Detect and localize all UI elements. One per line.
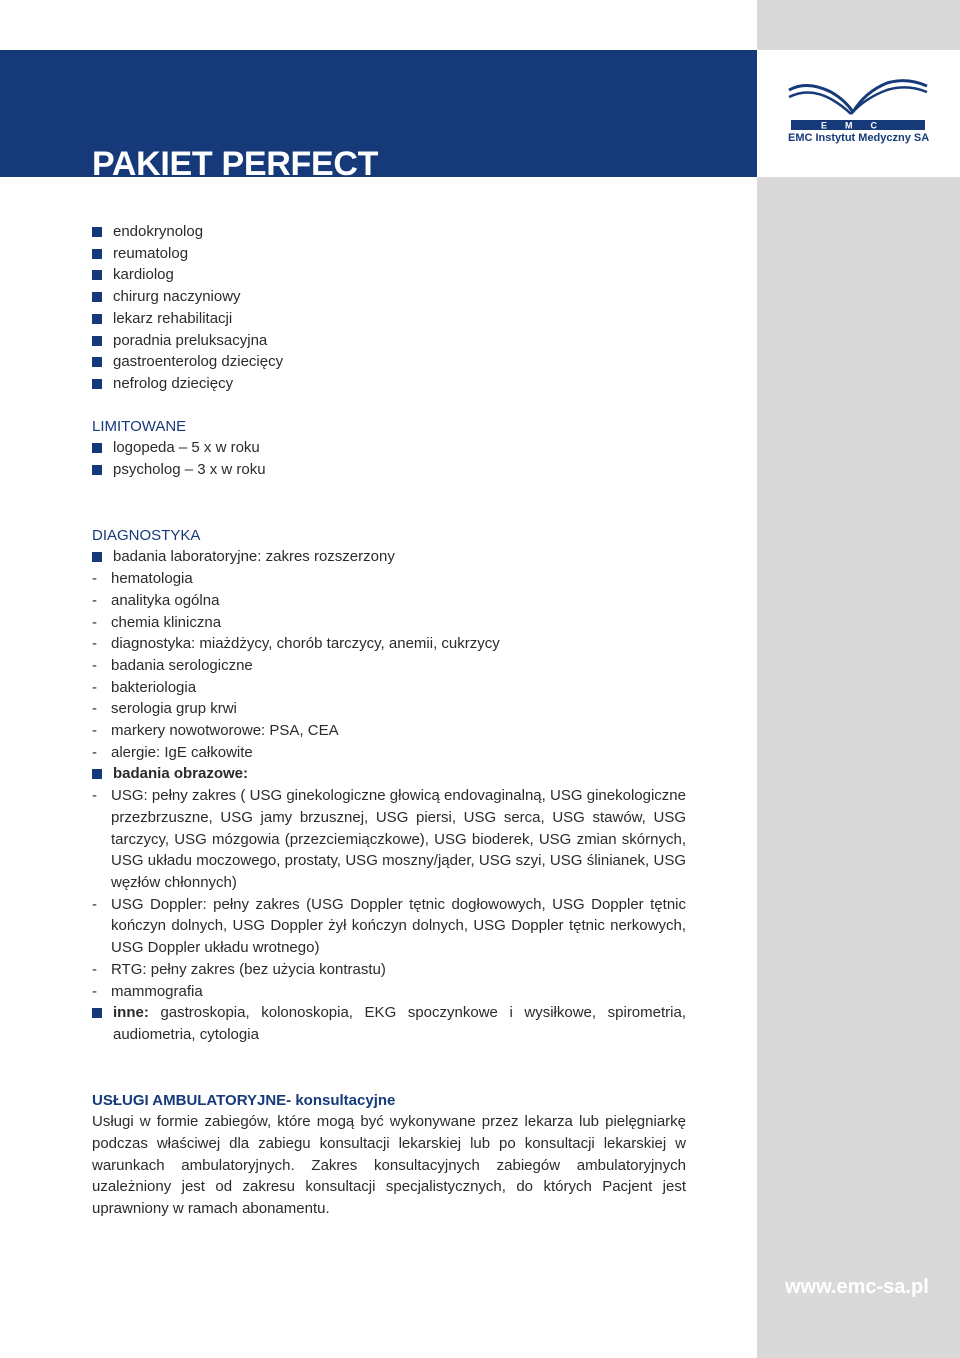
logo-bird-icon xyxy=(787,78,929,134)
square-bullet-icon xyxy=(92,1008,102,1018)
ambulatory-text: Usługi w formie zabiegów, które mogą być wykonywane przez lekarza lub pielęgniarkę podczas właściwej dla zabiegu konsultacji lekarskiej lub po konsultacji lekarskiej w warunkach ambulatoryjnych. Zakres konsultacyjnych zabiegów ambulatoryjnych uzależniony jest od zakresu konsultacji specjalistycznych, do których Pacjent jest uprawniony w ramach abonamentu. xyxy=(92,1113,686,1218)
square-bullet-icon xyxy=(92,552,102,562)
lab-tests-list xyxy=(92,568,686,763)
other-tests-text: gastroskopia, kolonoskopia, EKG spoczynkowe i wysiłkowe, spirometria, audiometria, cytologia xyxy=(113,1004,686,1043)
limited-item: psycholog – 3 x w roku xyxy=(92,459,686,481)
diagnostics-heading: DIAGNOSTYKA xyxy=(92,526,201,544)
other-tests xyxy=(92,1002,686,1045)
lab-test-item: - alergie: IgE całkowite xyxy=(92,743,253,761)
content xyxy=(92,221,686,1220)
square-bullet-icon xyxy=(92,292,102,302)
header-band xyxy=(0,50,757,183)
lab-test-item: - chemia kliniczna xyxy=(92,613,222,631)
lab-test-item: - diagnostyka: miażdżycy, chorób tarczycy, anemii, cukrzycy xyxy=(92,635,500,653)
square-bullet-icon xyxy=(92,336,102,346)
imaging-item: - RTG: pełny zakres (bez użycia kontrastu) xyxy=(92,960,386,978)
lab-test-item: - analityka ogólna xyxy=(92,591,220,609)
square-bullet-icon xyxy=(92,769,102,779)
page-title: PAKIET PERFECT xyxy=(92,145,379,183)
square-bullet-icon xyxy=(92,270,102,280)
lab-tests-label: badania laboratoryjne: zakres rozszerzony xyxy=(92,546,686,568)
specialist-item: chirurg naczyniowy xyxy=(92,286,686,308)
lab-test-item: - badania serologiczne xyxy=(92,656,253,674)
logo xyxy=(757,50,960,177)
imaging-item: - mammografia xyxy=(92,982,203,1000)
logo-mark: EMC xyxy=(821,120,895,131)
imaging-list xyxy=(92,785,686,1002)
ambulatory-heading: USŁUGI AMBULATORYJNE- konsultacyjne xyxy=(92,1091,396,1109)
lab-test-item: - bakteriologia xyxy=(92,678,197,696)
specialist-item: lekarz rehabilitacji xyxy=(92,308,686,330)
footer-url[interactable]: www.emc-sa.pl xyxy=(785,1276,929,1298)
square-bullet-icon xyxy=(92,314,102,324)
other-tests-label: inne: xyxy=(113,1004,149,1022)
imaging-item: - USG Doppler: pełny zakres (USG Doppler tętnic dogłowowych, USG Doppler tętnic kończyn dolnych, USG Doppler żył kończyn dolnych, USG Doppler tętnic nerkowych, USG Doppler układu wrotnego) xyxy=(92,895,686,957)
logo-name: EMC Instytut Medyczny SA xyxy=(788,132,930,144)
specialist-list xyxy=(92,221,686,395)
square-bullet-icon xyxy=(92,249,102,259)
specialist-item: gastroenterolog dziecięcy xyxy=(92,351,686,373)
imaging-label: badania obrazowe: xyxy=(92,763,686,785)
lab-test-item: - hematologia xyxy=(92,570,193,588)
side-strip xyxy=(757,0,960,1358)
lab-test-item: - markery nowotworowe: PSA, CEA xyxy=(92,722,339,740)
limited-item: logopeda – 5 x w roku xyxy=(92,437,686,459)
specialist-item: kardiolog xyxy=(92,264,686,286)
square-bullet-icon xyxy=(92,465,102,475)
specialist-item: poradnia preluksacyjna xyxy=(92,330,686,352)
square-bullet-icon xyxy=(92,357,102,367)
square-bullet-icon xyxy=(92,379,102,389)
limited-heading: LIMITOWANE xyxy=(92,417,187,435)
specialist-item: nefrolog dziecięcy xyxy=(92,373,686,395)
specialist-item: endokrynolog xyxy=(92,221,686,243)
limited-list xyxy=(92,437,686,480)
lab-test-item: - serologia grup krwi xyxy=(92,700,237,718)
square-bullet-icon xyxy=(92,443,102,453)
specialist-item: reumatolog xyxy=(92,243,686,265)
square-bullet-icon xyxy=(92,227,102,237)
imaging-item: - USG: pełny zakres ( USG ginekologiczne głowicą endovaginalną, USG ginekologiczne przezbrzuszne, USG jamy brzusznej, USG piersi, USG serca, USG stawów, USG tarczycy, USG mózgowia (przezciemiączkowe), USG bioderek, USG zmian skórnych, USG układu moczowego, prostaty, USG moszny/jąder, USG szyi, USG ślinianek, USG węzłów chłonnych) xyxy=(92,787,686,891)
